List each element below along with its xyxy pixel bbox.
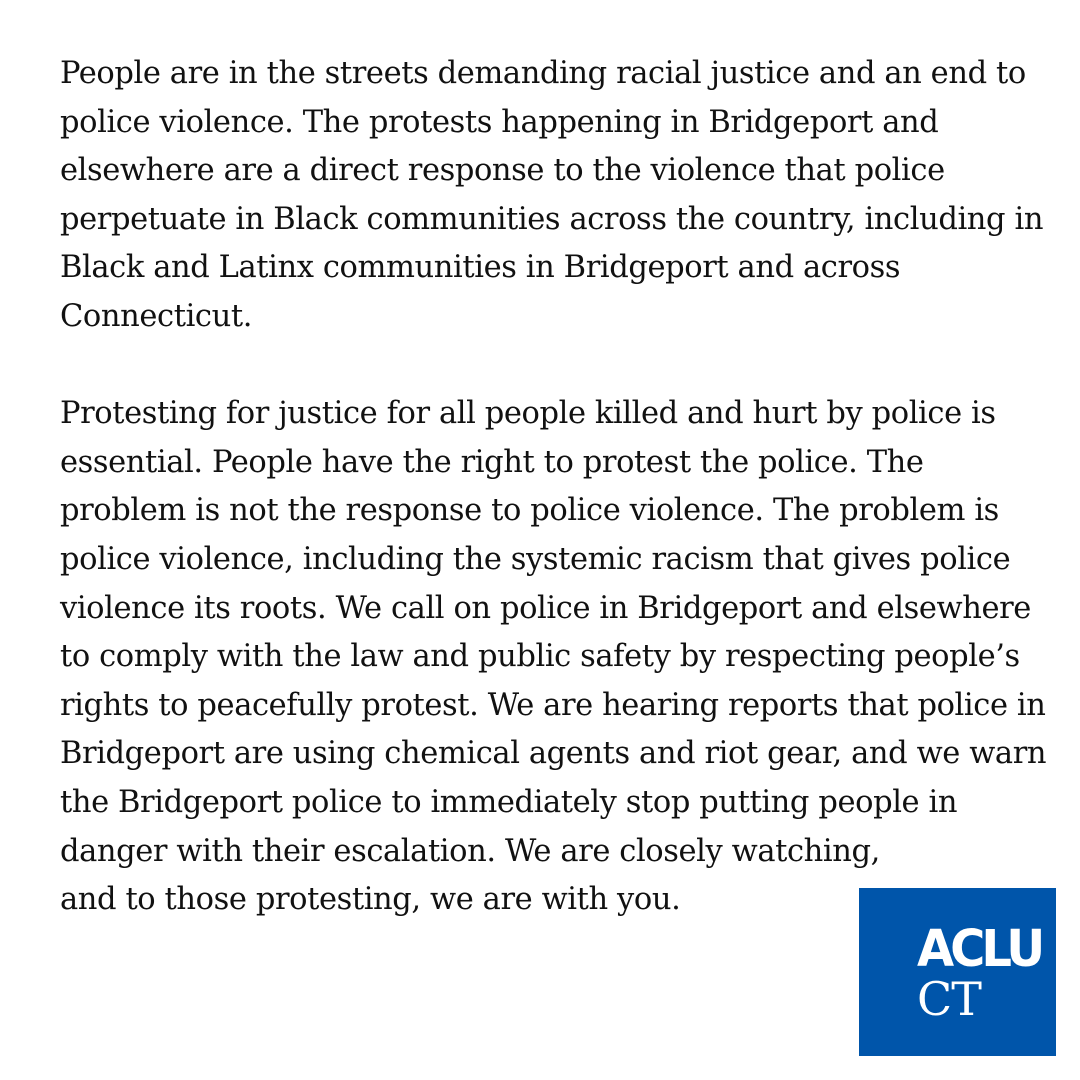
text-line: Connecticut. [60,298,253,334]
text-line: and to those protesting, we are with you. [60,882,681,918]
paragraph-2 [60,390,1060,925]
text-line: police violence, including the systemic racism that gives police [60,541,1011,577]
text-line: elsewhere are a direct response to the violence that police [60,153,945,189]
text-line: essential. People have the right to protest the police. The [60,444,924,480]
text-line: perpetuate in Black communities across the country, including in [60,201,1044,237]
aclu-ct-logo [859,888,1056,1056]
statement-text [60,50,1060,925]
paragraph-1 [60,50,1060,342]
text-line: police violence. The protests happening in Bridgeport and [60,104,939,140]
text-line: to comply with the law and public safety by respecting people’s [60,639,1020,675]
text-line: People are in the streets demanding racial justice and an end to [60,56,1026,91]
text-line: danger with their escalation. We are closely watching, [60,833,880,869]
logo-wordmark: ACLU [917,919,1042,979]
text-line: Black and Latinx communities in Bridgeport and across [60,250,901,286]
text-line: violence its roots. We call on police in Bridgeport and elsewhere [60,590,1031,626]
text-line: Protesting for justice for all people killed and hurt by police is [60,396,996,432]
text-line: the Bridgeport police to immediately stop putting people in [60,784,958,820]
text-line: Bridgeport are using chemical agents and riot gear, and we warn [60,736,1047,772]
text-line: problem is not the response to police violence. The problem is [60,493,999,529]
logo-region: CT [917,972,981,1026]
text-line: rights to peacefully protest. We are hearing reports that police in [60,687,1046,723]
